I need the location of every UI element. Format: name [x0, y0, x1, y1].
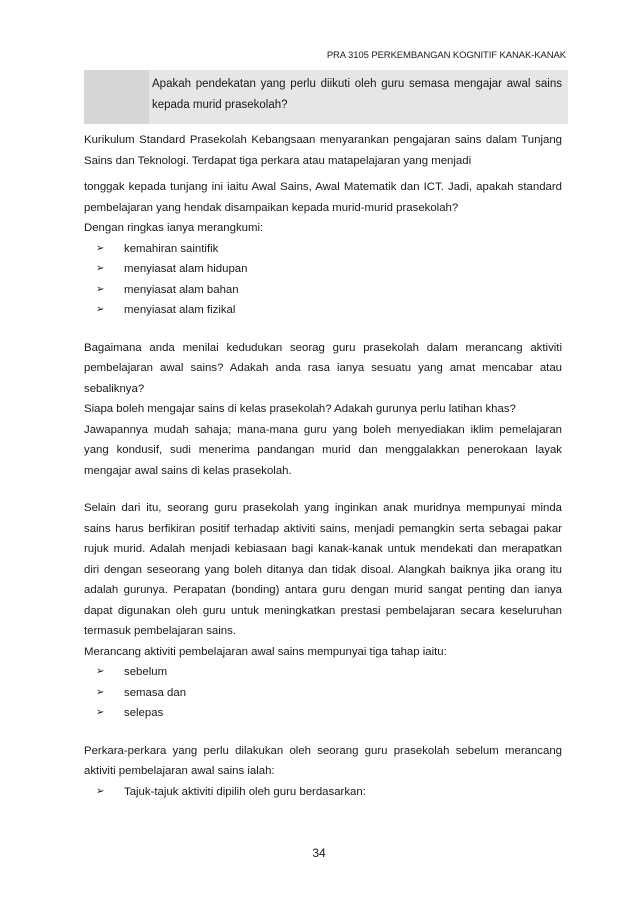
paragraph: Siapa boleh mengajar sains di kelas prasekolah? Adakah gurunya perlu latihan khas? — [84, 403, 516, 415]
document-body — [84, 130, 562, 802]
paragraph: Perkara-perkara yang perlu dilakukan oleh seorang guru prasekolah sebelum merancang aktiviti pembelajaran awal sains ialah: — [84, 744, 562, 777]
paragraph: Merancang aktiviti pembelajaran awal sains mempunyai tiga tahap iaitu: — [84, 645, 447, 658]
arrow-bullet-icon: ➢ — [96, 304, 105, 315]
paragraph: Selain dari itu, seorang guru prasekolah yang inginkan anak muridnya mempunyai minda sains harus berfikiran positif terhadap aktiviti sains, menjadi pemangkin serta sebagai pakar rujuk murid. Adalah menjadi kebiasaan bagi kanak-kanak untuk mendekati dan merapatkan diri dengan seseorang yang boleh ditanya dan tidak disoal. Alangkah baiknya jika orang itu adalah gurunya. Perapatan (bonding) antara guru dengan murid sangat penting dan ianya dapat digunakan oleh guru untuk meningkatkan prestasi pembelajaran secara keseluruhan termasuk pembelajaran sains. — [84, 502, 562, 637]
list-item: ➢ menyiasat alam fizikal — [84, 300, 562, 321]
list-item: ➢ menyiasat alam bahan — [84, 280, 562, 301]
paragraph: Jawapannya mudah sahaja; mana-mana guru yang boleh menyediakan iklim pemelajaran yang kondusif, sudi menerima pandangan murid dan menggalakkan penerokaan layak mengajar awal sains di kelas prasekolah. — [84, 423, 562, 477]
list-item: ➢ selepas — [84, 703, 562, 724]
paragraph: tonggak kepada tunjang ini iaitu Awal Sains, Awal Matematik dan ICT. Jadi, apakah standard pembelajaran yang hendak disampaikan kepada murid-murid prasekolah? — [84, 181, 562, 214]
arrow-bullet-icon: ➢ — [96, 242, 105, 254]
bullet-list — [84, 239, 562, 321]
list-item: ➢ Tajuk-tajuk aktiviti dipilih oleh guru berdasarkan: — [84, 782, 562, 803]
list-item: ➢ menyiasat alam hidupan — [84, 259, 562, 280]
paragraph: Kurikulum Standard Prasekolah Kebangsaan menyarankan pengajaran sains dalam Tunjang Sains dan Teknologi. Terdapat tiga perkara atau matapelajaran yang menjadi — [84, 134, 562, 167]
arrow-bullet-icon: ➢ — [96, 666, 105, 677]
arrow-bullet-icon: ➢ — [96, 263, 105, 274]
page-number: 34 — [312, 846, 326, 860]
list-item: ➢ kemahiran saintifik — [84, 239, 562, 260]
arrow-bullet-icon: ➢ — [96, 686, 105, 698]
paragraph: Bagaimana anda menilai kedudukan seorag guru prasekolah dalam merancang aktiviti pembelajaran awal sains? Adakah anda rasa ianya sesuatu yang amat mencabar atau sebaliknya? — [84, 341, 562, 395]
arrow-bullet-icon: ➢ — [96, 283, 105, 295]
bullet-list — [84, 782, 562, 803]
question-box-side-cell — [84, 70, 149, 124]
list-item: ➢ semasa dan — [84, 683, 562, 704]
question-box-text: Apakah pendekatan yang perlu diikuti oleh guru semasa mengajar awal sains kepada murid prasekolah? — [152, 78, 562, 111]
list-item: ➢ sebelum — [84, 662, 562, 683]
running-header: PRA 3105 PERKEMBANGAN KOGNITIF KANAK-KANAK — [326, 50, 566, 61]
arrow-bullet-icon: ➢ — [96, 785, 105, 797]
arrow-bullet-icon: ➢ — [96, 707, 105, 718]
paragraph: Dengan ringkas ianya merangkumi: — [84, 222, 264, 234]
bullet-list — [84, 662, 562, 724]
